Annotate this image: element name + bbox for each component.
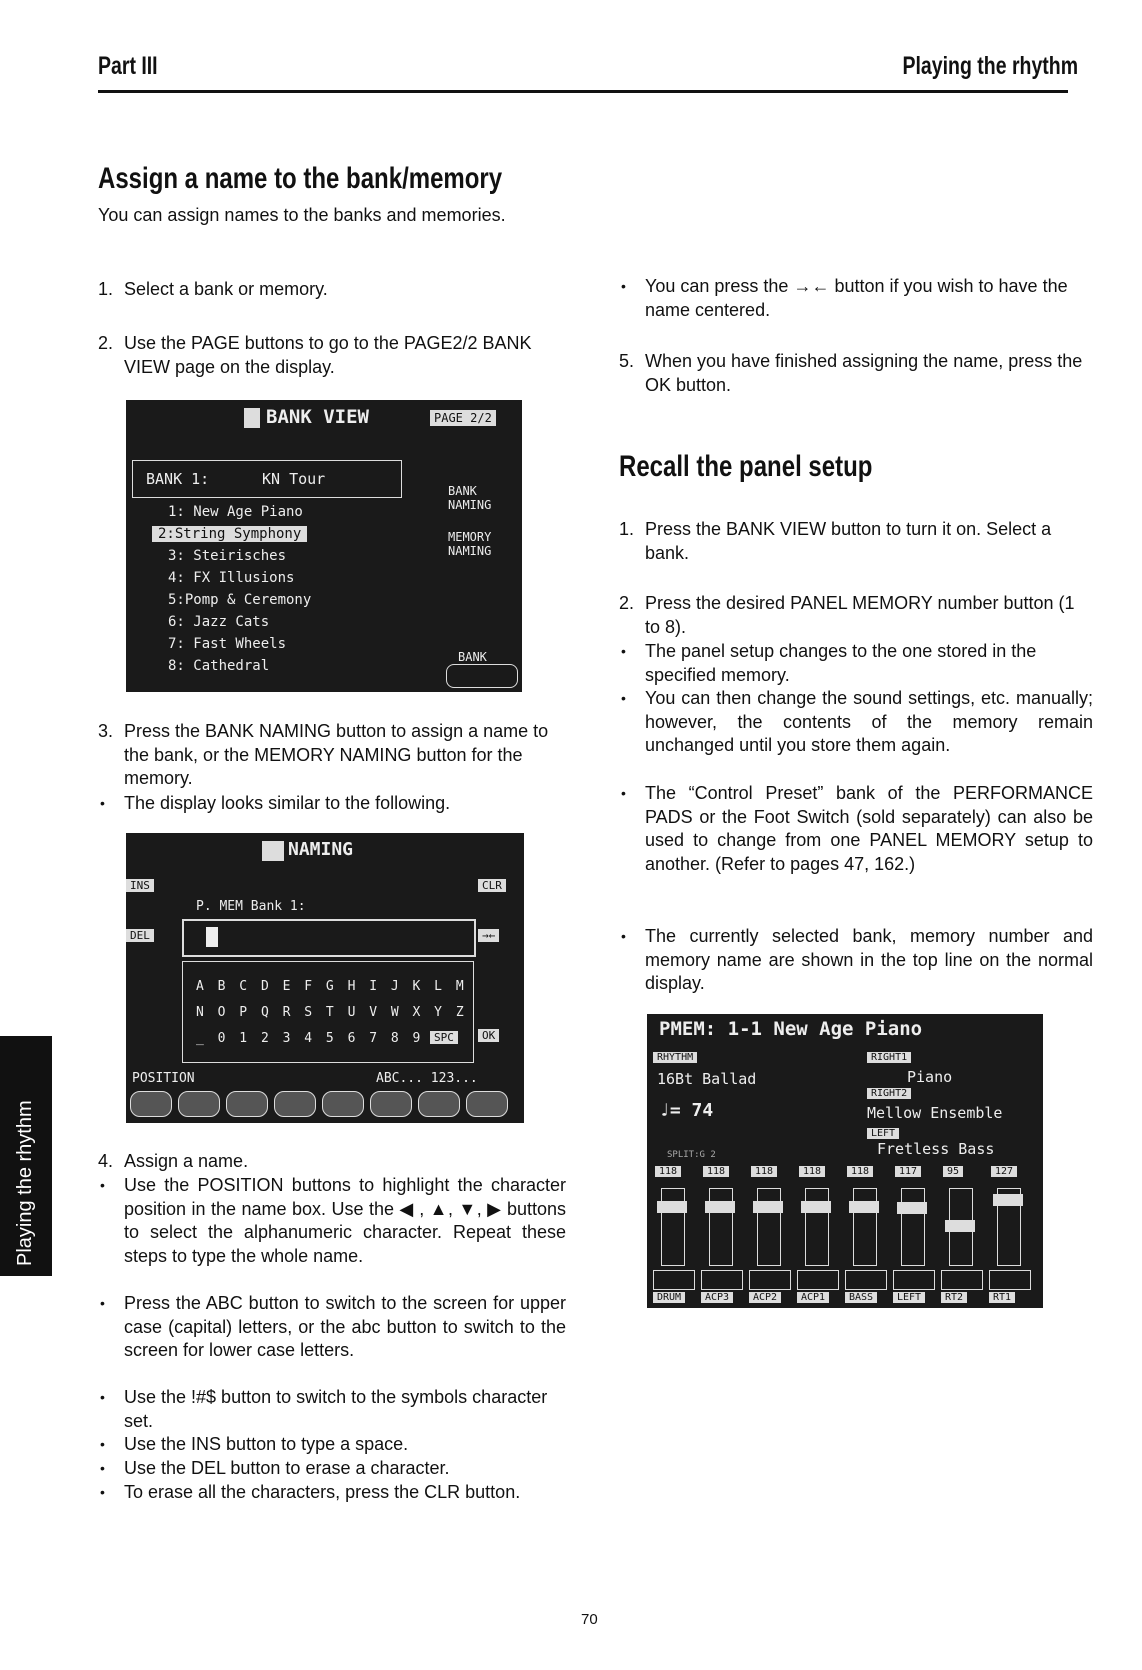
fader-knob[interactable]	[897, 1202, 927, 1214]
level-value: 118	[847, 1166, 873, 1177]
naming-icon	[262, 841, 284, 861]
assign-step3: 3. Press the BANK NAMING button to assign a name to the bank, or the MEMORY NAMING button for the memory.	[98, 721, 549, 789]
page-number: 70	[581, 1611, 598, 1628]
naming-soft-button[interactable]	[130, 1091, 172, 1117]
naming-screen	[126, 833, 524, 1123]
assign-title: Assign a name to the bank/memory	[98, 162, 503, 195]
part-label[interactable]: ACP1	[797, 1292, 829, 1303]
bank-view-title: BANK VIEW	[266, 406, 369, 428]
fader-knob[interactable]	[705, 1201, 735, 1213]
bank-name: KN Tour	[262, 470, 326, 488]
header-rule	[98, 90, 1068, 93]
part-icon	[989, 1270, 1031, 1290]
tempo: ♩= 74	[659, 1100, 714, 1121]
ins-button[interactable]: INS	[126, 879, 154, 892]
assign-bullet-1: • Use the POSITION buttons to highlight the character position in the name box. Use the ◀ , ▲, ▼, ▶ buttons to select the alphanumeric character. Repeat these steps to type the whole name.	[98, 1174, 566, 1268]
recall-step2: 2. Press the desired PANEL MEMORY number button (1 to 8).	[619, 593, 1075, 637]
recall-bullet-1: • The panel setup changes to the one stored in the specified memory.	[619, 640, 1093, 687]
naming-soft-button[interactable]	[226, 1091, 268, 1117]
volume-fader[interactable]	[709, 1188, 733, 1266]
assign-bullet-2: • Press the ABC button to switch to the screen for upper case (capital) letters, or the abc button to switch to the screen for lower case letters.	[98, 1292, 566, 1363]
level-value: 117	[895, 1166, 921, 1177]
side-tab	[0, 1036, 52, 1276]
memory-naming-button[interactable]: MEMORY NAMING	[448, 530, 492, 558]
pmem-screen	[647, 1014, 1043, 1308]
fader-knob[interactable]	[945, 1220, 975, 1232]
char-row-2[interactable]: N O P Q R S T U V W X Y Z	[196, 1005, 467, 1020]
part-label[interactable]: RT1	[989, 1292, 1015, 1303]
rhythm-tag: RHYTHM	[653, 1052, 697, 1063]
volume-fader[interactable]	[661, 1188, 685, 1266]
naming-soft-button[interactable]	[466, 1091, 508, 1117]
level-value: 127	[991, 1166, 1017, 1177]
bank-view-icon	[244, 408, 260, 428]
naming-soft-button[interactable]	[178, 1091, 220, 1117]
fader-knob[interactable]	[657, 1201, 687, 1213]
section-label: Playing the rhythm	[902, 52, 1078, 80]
bank-naming-button[interactable]: BANK NAMING	[448, 484, 492, 512]
assign-bullet-3: • Use the !#$ button to switch to the symbols character set.	[98, 1386, 566, 1433]
part-icon	[845, 1270, 887, 1290]
assign-step1: 1. Select a bank or memory.	[98, 279, 328, 299]
memory-item[interactable]: 1: New Age Piano	[168, 504, 303, 520]
bank-label: BANK 1:	[146, 470, 210, 488]
assign-bullet-6: • To erase all the characters, press the CLR button.	[98, 1481, 566, 1505]
pmem-header: PMEM: 1-1 New Age Piano	[659, 1018, 923, 1040]
memory-item[interactable]: 7: Fast Wheels	[168, 636, 287, 652]
level-value: 118	[799, 1166, 825, 1177]
part-label[interactable]: LEFT	[893, 1292, 925, 1303]
part-icon	[797, 1270, 839, 1290]
center-button[interactable]: →←	[478, 929, 499, 942]
right1-voice: Piano	[907, 1068, 953, 1086]
naming-soft-button[interactable]	[418, 1091, 460, 1117]
memory-item[interactable]: 2:String Symphony	[152, 526, 307, 542]
memory-item[interactable]: 3: Steirisches	[168, 548, 287, 564]
left-voice: Fretless Bass	[877, 1140, 995, 1158]
part-label[interactable]: RT2	[941, 1292, 967, 1303]
volume-fader[interactable]	[901, 1188, 925, 1266]
assign-step4: 4. Assign a name.	[98, 1151, 249, 1171]
part-icon	[893, 1270, 935, 1290]
part-icon	[653, 1270, 695, 1290]
part-label: Part III	[98, 52, 158, 80]
del-button[interactable]: DEL	[126, 929, 154, 942]
naming-soft-button[interactable]	[322, 1091, 364, 1117]
split-point: SPLIT:G 2	[667, 1150, 716, 1160]
recall-bullet-3: • The “Control Preset” bank of the PERFORMANCE PADS or the Foot Switch (sold separately) can also be used to change from one PANEL MEMORY setup to another. (Refer to pages 47, 162.)	[619, 782, 1093, 876]
naming-title: NAMING	[288, 839, 354, 860]
recall-bullet-4: • The currently selected bank, memory number and memory name are shown in the top line on the normal display.	[619, 925, 1093, 996]
recall-bullet-2: • You can then change the sound settings, etc. manually; however, the contents of the memory remain unchanged until you store them again.	[619, 687, 1093, 758]
field-label: P. MEM Bank 1:	[196, 899, 306, 914]
name-field[interactable]	[182, 919, 476, 957]
assign-step5: 5. When you have finished assigning the name, press the OK button.	[619, 351, 1083, 395]
fader-knob[interactable]	[993, 1194, 1023, 1206]
level-value: 118	[703, 1166, 729, 1177]
rhythm-name: 16Bt Ballad	[657, 1070, 757, 1088]
char-row-1[interactable]: A B C D E F G H I J K L M	[196, 979, 467, 994]
part-label[interactable]: DRUM	[653, 1292, 685, 1303]
recall-step1: 1. Press the BANK VIEW button to turn it on. Select a bank.	[619, 519, 1052, 563]
part-label[interactable]: ACP2	[749, 1292, 781, 1303]
name-cursor	[206, 927, 218, 947]
right2-voice: Mellow Ensemble	[867, 1104, 1003, 1122]
fader-knob[interactable]	[849, 1201, 879, 1213]
position-label: POSITION	[132, 1071, 195, 1086]
spc-key[interactable]: SPC	[430, 1031, 458, 1044]
volume-fader[interactable]	[853, 1188, 877, 1266]
left-tag: LEFT	[867, 1128, 899, 1139]
fader-knob[interactable]	[801, 1201, 831, 1213]
assign-intro: You can assign names to the banks and memories.	[98, 205, 506, 225]
bank-updown-icon[interactable]	[446, 664, 518, 688]
naming-soft-button[interactable]	[370, 1091, 412, 1117]
part-icon	[749, 1270, 791, 1290]
level-value: 118	[751, 1166, 777, 1177]
level-value: 118	[655, 1166, 681, 1177]
part-label[interactable]: BASS	[845, 1292, 877, 1303]
bullet-display: • The display looks similar to the following.	[98, 792, 564, 816]
side-tab-label: Playing the rhythm	[14, 1100, 36, 1266]
volume-fader[interactable]	[757, 1188, 781, 1266]
naming-soft-button[interactable]	[274, 1091, 316, 1117]
volume-fader[interactable]	[805, 1188, 829, 1266]
memory-item[interactable]: 8: Cathedral	[168, 658, 270, 674]
memory-item[interactable]: 5:Pomp & Ceremony	[168, 592, 312, 608]
assign-step2: 2. Use the PAGE buttons to go to the PAGE2/2 BANK VIEW page on the display.	[98, 333, 532, 377]
memory-item[interactable]: 4: FX Illusions	[168, 570, 295, 586]
assign-bullet-4: • Use the INS button to type a space.	[98, 1433, 566, 1457]
fader-knob[interactable]	[753, 1201, 783, 1213]
char-row-3[interactable]: _ 0 1 2 3 4 5 6 7 8 9	[196, 1031, 424, 1046]
page-indicator: PAGE 2/2	[430, 410, 496, 426]
ok-button[interactable]: OK	[478, 1029, 499, 1042]
bullet-center: • You can press the →← button if you wish to have the name centered.	[619, 275, 1093, 322]
bank-select-button[interactable]: BANK	[458, 650, 487, 664]
assign-bullet-5: • Use the DEL button to erase a character.	[98, 1457, 566, 1481]
right2-tag: RIGHT2	[867, 1088, 911, 1099]
memory-item[interactable]: 6: Jazz Cats	[168, 614, 270, 630]
right1-tag: RIGHT1	[867, 1052, 911, 1063]
bank-view-screen	[126, 400, 522, 692]
charset-label: ABC... 123...	[376, 1071, 478, 1086]
part-icon	[701, 1270, 743, 1290]
part-label[interactable]: ACP3	[701, 1292, 733, 1303]
recall-title: Recall the panel setup	[619, 450, 873, 483]
level-value: 95	[943, 1166, 963, 1177]
part-icon	[941, 1270, 983, 1290]
clr-button[interactable]: CLR	[478, 879, 506, 892]
